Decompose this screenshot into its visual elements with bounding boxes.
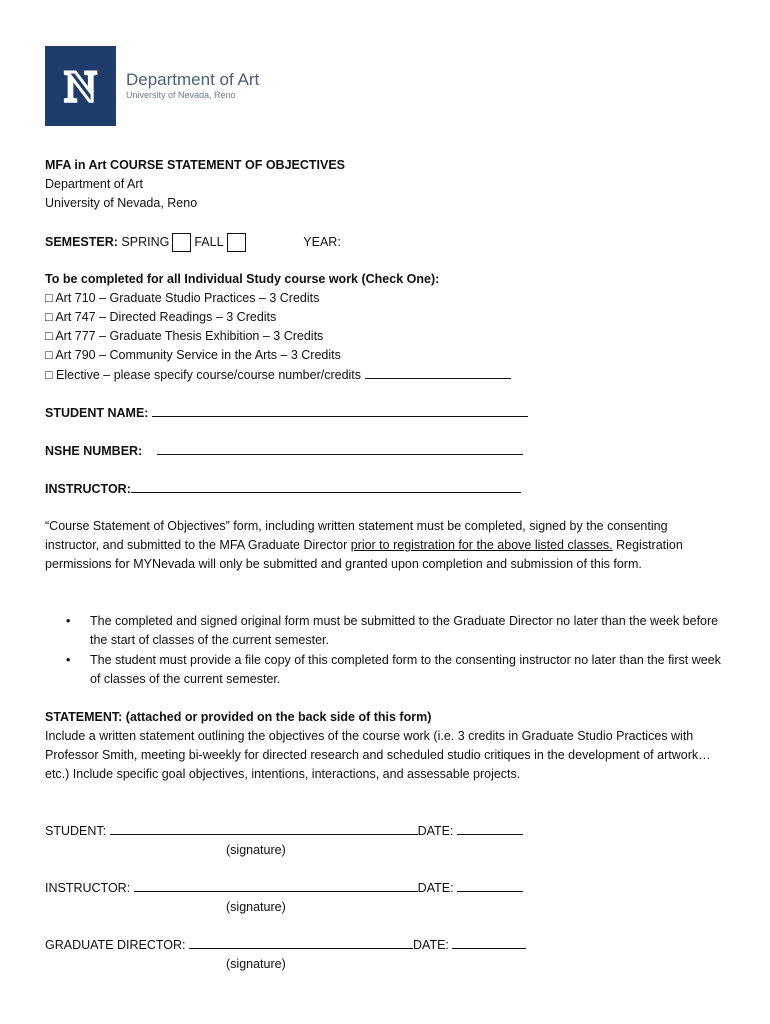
bullet-icon: •	[66, 653, 71, 667]
student-signature-row	[45, 822, 523, 839]
course-option-elective[interactable]: □ Elective – please specify course/course number/credits	[45, 366, 511, 383]
instructor-row	[45, 480, 521, 497]
director-sig-label: GRADUATE DIRECTOR:	[45, 938, 186, 952]
director-signature-row	[45, 936, 526, 953]
date-label: DATE:	[417, 824, 454, 838]
logo-univ-name: University of Nevada, Reno	[126, 90, 236, 100]
course-option-747[interactable]: □ Art 747 – Directed Readings – 3 Credits	[45, 310, 277, 324]
student-name-field[interactable]	[152, 404, 528, 417]
n-logo-icon	[45, 46, 116, 126]
instructor-label: INSTRUCTOR:	[45, 482, 131, 496]
director-signature-field[interactable]	[189, 936, 413, 949]
bullet-icon: •	[66, 614, 71, 628]
nshe-row	[45, 442, 523, 459]
heading-dept: Department of Art	[45, 177, 143, 191]
instructor-field[interactable]	[131, 480, 521, 493]
spring-checkbox[interactable]	[172, 233, 191, 252]
date-label: DATE:	[413, 938, 449, 952]
statement-heading: STATEMENT: (attached or provided on the back side of this form)	[45, 710, 432, 724]
date-label: DATE:	[417, 881, 454, 895]
courses-intro: To be completed for all Individual Study course work (Check One):	[45, 272, 440, 286]
student-name-row	[45, 404, 528, 421]
signature-caption: (signature)	[226, 957, 286, 971]
registration-note: prior to registration for the above listed classes.	[350, 538, 613, 553]
semester-label: SEMESTER:	[45, 234, 118, 249]
nshe-field[interactable]	[157, 442, 523, 455]
director-date-field[interactable]	[452, 936, 526, 949]
university-logo	[45, 46, 116, 126]
heading-univ: University of Nevada, Reno	[45, 196, 198, 210]
instructor-signature-field[interactable]	[134, 879, 418, 892]
signature-caption: (signature)	[226, 843, 286, 857]
nshe-label: NSHE NUMBER:	[45, 444, 143, 458]
course-option-790[interactable]: □ Art 790 – Community Service in the Arts – 3 Credits	[45, 348, 341, 362]
student-signature-field[interactable]	[110, 822, 418, 835]
elective-blank[interactable]	[365, 366, 511, 379]
fall-label: FALL	[194, 234, 224, 249]
logo-dept-name: Department of Art	[126, 70, 260, 89]
course-option-710[interactable]: □ Art 710 – Graduate Studio Practices – 3 Credits	[45, 291, 320, 305]
instructor-sig-label: INSTRUCTOR:	[45, 881, 131, 895]
spring-label: SPRING	[121, 234, 170, 249]
semester-row	[45, 233, 341, 252]
student-sig-label: STUDENT:	[45, 824, 107, 838]
course-option-777[interactable]: □ Art 777 – Graduate Thesis Exhibition – 3 Credits	[45, 329, 324, 343]
statement-body: Include a written statement outlining the objectives of the course work (i.e. 3 credits in Graduate Studio Practices with Professor Smith, meeting bi-weekly for directed research and scheduled studio critiques in the development of artwork…etc.) Include specific goal objectives, intentions, interactions, and assessable projects.	[45, 729, 711, 782]
year-label: YEAR:	[303, 234, 341, 249]
instructor-date-field[interactable]	[457, 879, 523, 892]
instructor-signature-row	[45, 879, 523, 896]
fall-checkbox[interactable]	[227, 233, 246, 252]
student-name-label: STUDENT NAME:	[45, 406, 149, 420]
form-title: MFA in Art COURSE STATEMENT OF OBJECTIVES	[45, 158, 346, 172]
student-date-field[interactable]	[457, 822, 523, 835]
notice-paragraph: “Course Statement of Objectives” form, including written statement must be completed, signed by the consenting instructor, and submitted to the MFA Graduate Director prior to registration for the above listed classes. Registration permissions for MYNevada will only be submitted and granted upon completion and submission of this form.	[45, 519, 683, 572]
svg-text:N: N	[64, 62, 97, 111]
signature-caption: (signature)	[226, 900, 286, 914]
